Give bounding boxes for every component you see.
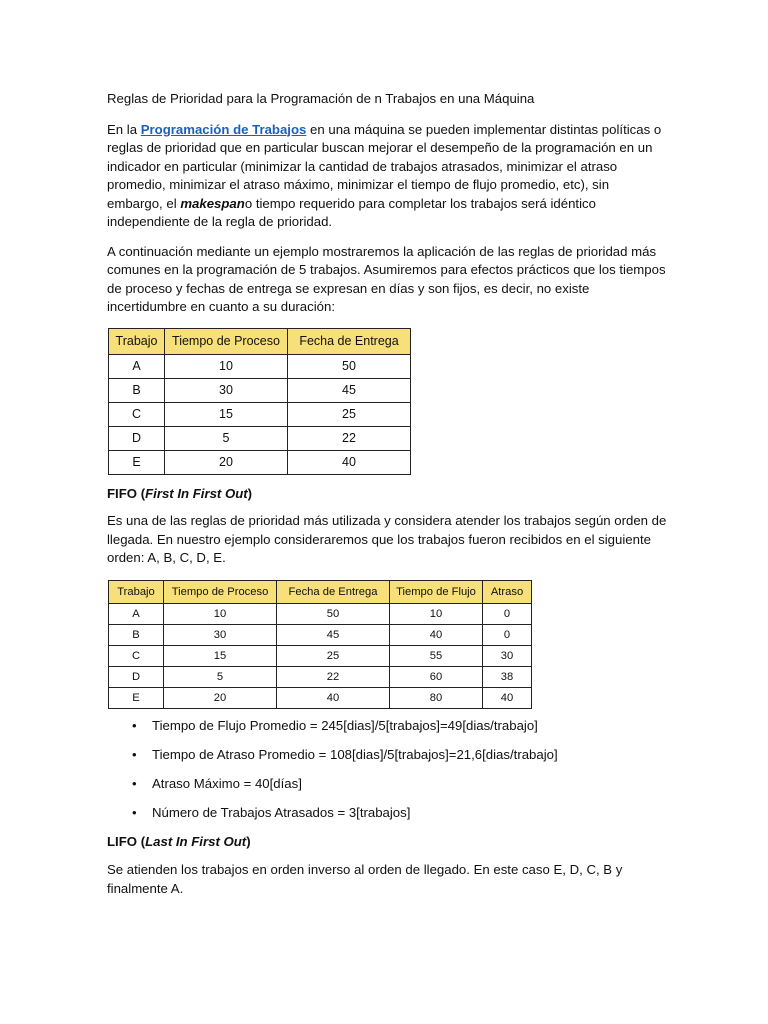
table-cell: 10	[165, 354, 288, 378]
metric-text: Tiempo de Flujo Promedio = 245[dias]/5[trabajos]=49[dias/trabajo]	[152, 717, 538, 733]
header-fecha-entrega: Fecha de Entrega	[288, 328, 411, 354]
metric-text: Número de Trabajos Atrasados = 3[trabajos]	[152, 804, 411, 820]
metrics-list	[107, 717, 668, 823]
fifo-description: Es una de las reglas de prioridad más utilizada y considera atender los trabajos según orden de llegada. En nuestro ejemplo consideraremos que los trabajos fueron recibidos en el siguiente orden: A, B, C, D, E.	[107, 513, 667, 565]
lifo-description: Se atienden los trabajos en orden inverso al orden de llegado. En este caso E, D, C, B y finalmente A.	[107, 862, 623, 896]
table-cell: 80	[390, 687, 483, 708]
table-cell: B	[109, 624, 164, 645]
lifo-heading	[107, 833, 668, 852]
table-cell: D	[109, 426, 165, 450]
list-item	[107, 746, 668, 765]
header-trabajo: Trabajo	[109, 580, 164, 603]
lifo-heading-italic: Last In First Out	[145, 833, 247, 849]
programacion-trabajos-link[interactable]: Programación de Trabajos	[140, 121, 307, 137]
table-cell: 15	[165, 402, 288, 426]
table-cell: 20	[164, 687, 277, 708]
jobs-table	[108, 328, 411, 475]
table-cell: 5	[165, 426, 288, 450]
table-cell: 10	[390, 603, 483, 624]
table-cell: 22	[277, 666, 390, 687]
bullet-icon: •	[132, 775, 137, 791]
list-item	[107, 717, 668, 736]
list-item	[107, 804, 668, 823]
intro-prefix: En la	[107, 121, 141, 137]
list-item	[107, 775, 668, 794]
table-cell: D	[109, 666, 164, 687]
fifo-heading-close: )	[247, 485, 253, 501]
lifo-heading-main: LIFO (	[107, 833, 146, 849]
bullet-icon: •	[132, 746, 137, 762]
table-cell: 50	[277, 603, 390, 624]
table-cell: 25	[288, 402, 411, 426]
table-cell: A	[109, 354, 165, 378]
table-cell: 30	[483, 645, 532, 666]
bullet-icon: •	[132, 804, 137, 820]
table-row	[109, 402, 411, 426]
page-title: Reglas de Prioridad para la Programación de n Trabajos en una Máquina	[107, 91, 535, 106]
table-cell: C	[109, 402, 165, 426]
table-cell: 40	[390, 624, 483, 645]
header-atraso: Atraso	[483, 580, 532, 603]
table-cell: 60	[390, 666, 483, 687]
table-cell: 40	[288, 450, 411, 474]
table-row	[109, 603, 532, 624]
lifo-heading-close: )	[246, 833, 251, 849]
table-cell: 55	[390, 645, 483, 666]
table-cell: 45	[288, 378, 411, 402]
table-row	[109, 645, 532, 666]
table-row	[109, 666, 532, 687]
example-paragraph: A continuación mediante un ejemplo mostraremos la aplicación de las reglas de prioridad más comunes en la programación de 5 trabajos. Asumiremos para efectos prácticos que los tiempos de proceso y fechas de entrega se expresan en días y son fijos, es decir, no existe incertidumbre en cuanto a su duración:	[107, 243, 666, 314]
table-cell: C	[109, 645, 164, 666]
table-cell: 10	[164, 603, 277, 624]
table-cell: 50	[288, 354, 411, 378]
table-cell: 20	[165, 450, 288, 474]
table-cell: E	[109, 687, 164, 708]
table-cell: 40	[483, 687, 532, 708]
header-fecha-entrega: Fecha de Entrega	[277, 580, 390, 603]
fifo-table	[108, 580, 532, 709]
header-tiempo-flujo: Tiempo de Flujo	[390, 580, 483, 603]
table-row	[109, 426, 411, 450]
table-cell: 30	[164, 624, 277, 645]
table-cell: 30	[165, 378, 288, 402]
header-trabajo: Trabajo	[109, 328, 165, 354]
header-tiempo-proceso: Tiempo de Proceso	[165, 328, 288, 354]
bullet-icon: •	[132, 717, 137, 733]
fifo-table-header	[109, 580, 532, 603]
table-row	[109, 378, 411, 402]
table-row	[109, 450, 411, 474]
intro-after-link: en una máquina se pueden implementar distintas políticas o reglas de prioridad que en particular buscan mejorar el desempeño de la programación en un indicador en particular (minimizar la cantidad de trabajos atrasados, minimizar el atraso promedio, minimizar el atraso máximo, minimizar el tiempo de flujo promedio, etc), sin embargo, el	[107, 121, 662, 211]
fifo-heading	[107, 485, 668, 504]
table-cell: 5	[164, 666, 277, 687]
table-cell: A	[109, 603, 164, 624]
jobs-table-header	[109, 328, 411, 354]
intro-after-makespan: o tiempo requerido para completar los trabajos será idéntico independiente de la regla de prioridad.	[107, 195, 596, 229]
table-cell: 22	[288, 426, 411, 450]
table-row	[109, 687, 532, 708]
table-row	[109, 624, 532, 645]
fifo-heading-italic: First In First Out	[145, 485, 248, 501]
table-cell: 25	[277, 645, 390, 666]
table-cell: 38	[483, 666, 532, 687]
table-cell: 40	[277, 687, 390, 708]
table-cell: B	[109, 378, 165, 402]
metric-text: Tiempo de Atraso Promedio = 108[dias]/5[trabajos]=21,6[dias/trabajo]	[152, 746, 558, 762]
fifo-heading-main: FIFO (	[107, 485, 146, 501]
intro-paragraph	[107, 121, 668, 232]
makespan-term: makespan	[180, 195, 245, 211]
table-cell: 0	[483, 603, 532, 624]
table-cell: 45	[277, 624, 390, 645]
header-tiempo-proceso: Tiempo de Proceso	[164, 580, 277, 603]
table-cell: E	[109, 450, 165, 474]
metric-text: Atraso Máximo = 40[días]	[152, 775, 302, 791]
table-row	[109, 354, 411, 378]
table-cell: 15	[164, 645, 277, 666]
table-cell: 0	[483, 624, 532, 645]
